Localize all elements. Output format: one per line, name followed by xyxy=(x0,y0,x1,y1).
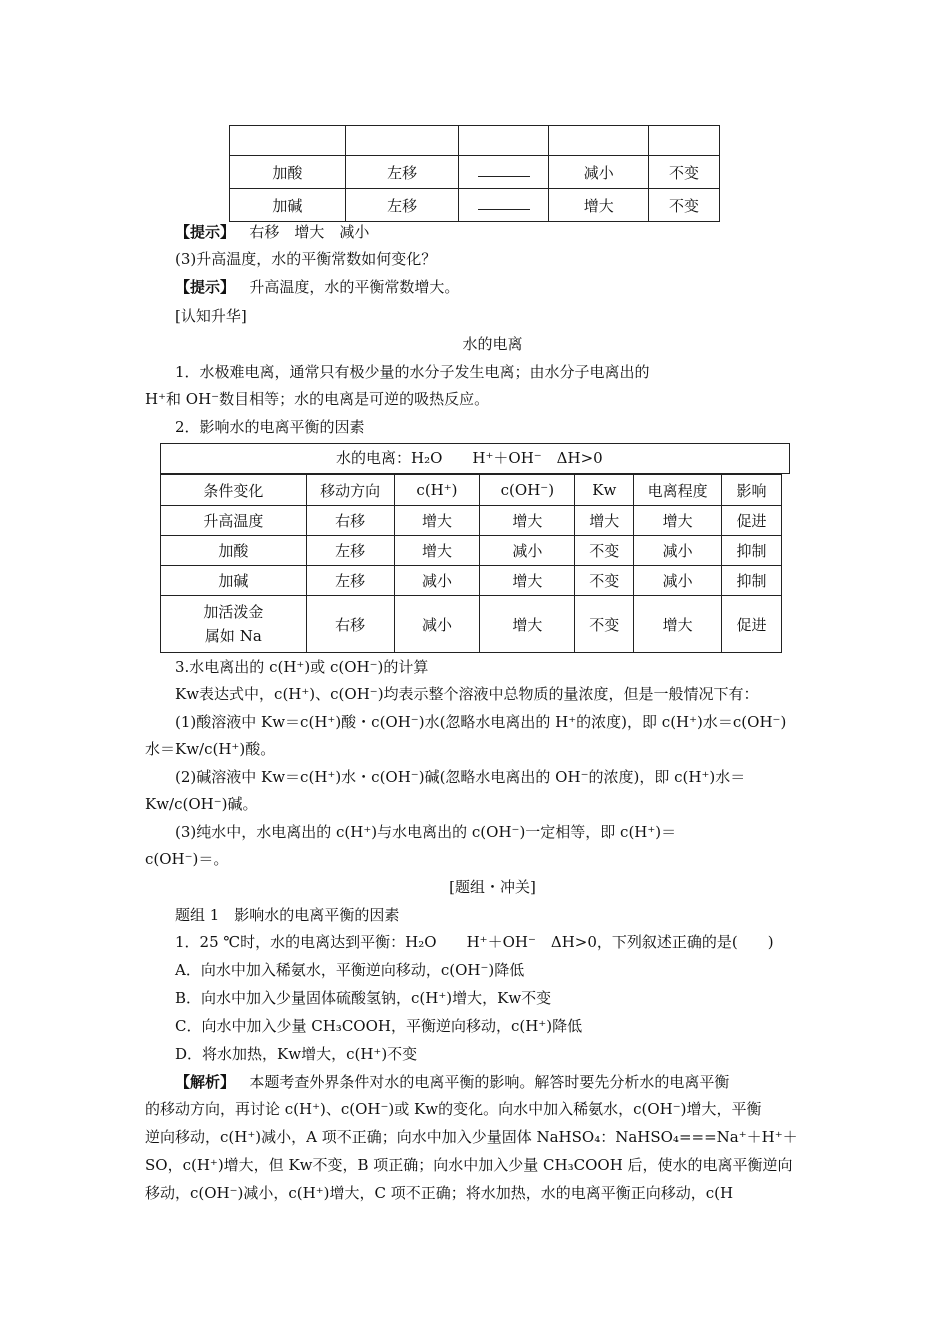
table-cell: 左移 xyxy=(345,156,459,189)
paragraph: (2)碱溶液中 Kw＝c(H⁺)水・c(OH⁻)碱(忽略水电离出的 OH⁻的浓度)，即 c(H⁺)水＝ xyxy=(175,768,746,786)
group-title: [题组・冲关] xyxy=(449,878,536,896)
table-cell: 加酸 xyxy=(230,156,346,189)
table-cell: 不变 xyxy=(649,189,720,222)
table-cell: 抑制 xyxy=(722,566,782,596)
header-cell: 影响 xyxy=(722,475,782,506)
paragraph: c(OH⁻)＝。 xyxy=(145,850,229,868)
table-cell: 抑制 xyxy=(722,536,782,566)
table-cell xyxy=(161,596,307,653)
paragraph: Kw表达式中，c(H⁺)、c(OH⁻)均表示整个溶液中总物质的量浓度，但是一般情况下有： xyxy=(175,685,759,703)
paragraph: 1．水极难电离，通常只有极少量的水分子发生电离；由水分子电离出的 xyxy=(175,363,650,381)
table-cell: 左移 xyxy=(306,536,394,566)
table-row xyxy=(230,189,720,222)
blank-cell xyxy=(459,189,549,222)
table-cell: 增大 xyxy=(394,536,480,566)
table-row xyxy=(230,126,720,156)
table-cell: 增大 xyxy=(634,506,722,536)
analysis-text: 本题考查外界条件对水的电离平衡的影响。解答时要先分析水的电离平衡 xyxy=(249,1073,730,1091)
table-cell: 减小 xyxy=(394,566,480,596)
hint-label: 【提示】 xyxy=(175,223,236,241)
factor-table xyxy=(160,474,782,653)
table-cell: 增大 xyxy=(394,506,480,536)
table-cell: 左移 xyxy=(345,189,459,222)
table-cell: 加酸 xyxy=(161,536,307,566)
table-cell: 减小 xyxy=(394,596,480,653)
table-cell: 减小 xyxy=(634,566,722,596)
table-title: 水的电离：H₂O H⁺＋OH⁻ ΔH>0 xyxy=(336,449,603,467)
table-cell: 促进 xyxy=(722,506,782,536)
answer-blank xyxy=(478,164,530,177)
table-row xyxy=(161,596,782,653)
table-cell: 减小 xyxy=(634,536,722,566)
table-cell xyxy=(230,126,346,156)
table-cell: 增大 xyxy=(480,596,575,653)
table-cell: 升高温度 xyxy=(161,506,307,536)
table-row xyxy=(161,506,782,536)
paragraph: (3)纯水中，水电离出的 c(H⁺)与水电离出的 c(OH⁻)一定相等，即 c(H⁺)＝ xyxy=(175,823,677,841)
option-d: D．将水加热，Kw增大，c(H⁺)不变 xyxy=(175,1045,418,1063)
analysis-line: 的移动方向，再讨论 c(H⁺)、c(OH⁻)或 Kw的变化。向水中加入稀氨水，c(OH⁻)增大，平衡 xyxy=(145,1100,762,1118)
table-cell: 不变 xyxy=(575,536,634,566)
table-cell: 右移 xyxy=(306,506,394,536)
table-cell: 增大 xyxy=(575,506,634,536)
analysis-line: 移动，c(OH⁻)减小，c(H⁺)增大，C 项不正确；将水加热，水的电离平衡正向移动，c(H xyxy=(145,1184,734,1202)
table-cell: 加碱 xyxy=(161,566,307,596)
header-cell: Kw xyxy=(575,475,634,506)
hint-text: 升高温度，水的平衡常数增大。 xyxy=(249,278,460,296)
option-b: B．向水中加入少量固体硫酸氢钠，c(H⁺)增大，Kw不变 xyxy=(175,989,552,1007)
paragraph: 水＝Kw/c(H⁺)酸。 xyxy=(145,740,276,758)
table-cell: 减小 xyxy=(549,156,649,189)
header-cell: 电离程度 xyxy=(634,475,722,506)
analysis-line: 逆向移动，c(H⁺)减小，A 项不正确；向水中加入少量固体 NaHSO₄：NaHSO₄===Na⁺＋H⁺＋ xyxy=(145,1128,798,1146)
question-3: (3)升高温度，水的平衡常数如何变化？ xyxy=(175,250,437,268)
header-cell: 移动方向 xyxy=(306,475,394,506)
table-cell: 增大 xyxy=(549,189,649,222)
option-a: A．向水中加入稀氨水，平衡逆向移动，c(OH⁻)降低 xyxy=(175,961,525,979)
table-cell xyxy=(649,126,720,156)
table-cell xyxy=(459,126,549,156)
paragraph: Kw/c(OH⁻)碱。 xyxy=(145,795,258,813)
table-row xyxy=(161,566,782,596)
question-stem: 1．25 ℃时，水的电离达到平衡：H₂O H⁺＋OH⁻ ΔH>0，下列叙述正确的是( ) xyxy=(175,933,774,951)
option-c: C．向水中加入少量 CH₃COOH，平衡逆向移动，c(H⁺)降低 xyxy=(175,1017,583,1035)
table-cell: 右移 xyxy=(306,596,394,653)
hint-text: 右移 增大 减小 xyxy=(249,223,370,241)
blank-cell xyxy=(459,156,549,189)
table-cell: 加碱 xyxy=(230,189,346,222)
cond-line: 属如 Na xyxy=(204,627,262,645)
table-cell: 不变 xyxy=(575,566,634,596)
section-heading: 水的电离 xyxy=(462,335,523,353)
header-cell: 条件变化 xyxy=(161,475,307,506)
hint-line xyxy=(175,222,369,242)
header-cell: c(H⁺) xyxy=(394,475,480,506)
analysis-line: SO，c(H⁺)增大，但 Kw不变，B 项正确；向水中加入少量 CH₃COOH 后，使水的电离平衡逆向 xyxy=(145,1156,793,1174)
table-row xyxy=(230,156,720,189)
table-cell: 增大 xyxy=(480,506,575,536)
analysis-line xyxy=(175,1072,729,1092)
section-label: [认知升华] xyxy=(175,307,247,325)
paragraph: H⁺和 OH⁻数目相等；水的电离是可逆的吸热反应。 xyxy=(145,390,490,408)
table-cell: 减小 xyxy=(480,536,575,566)
table-cell: 促进 xyxy=(722,596,782,653)
table-cell: 增大 xyxy=(634,596,722,653)
paragraph: (1)酸溶液中 Kw＝c(H⁺)酸・c(OH⁻)水(忽略水电离出的 H⁺的浓度)，即 c(H⁺)水＝c(OH⁻) xyxy=(175,713,787,731)
hint-line xyxy=(175,277,459,297)
table-cell xyxy=(549,126,649,156)
table-header-row xyxy=(161,475,782,506)
table-top xyxy=(229,125,720,222)
group-subtitle: 题组 1 影响水的电离平衡的因素 xyxy=(175,906,400,924)
table-title-box xyxy=(160,443,790,474)
cond-line: 加活泼金 xyxy=(203,603,264,621)
table-cell: 左移 xyxy=(306,566,394,596)
hint-label: 【提示】 xyxy=(175,278,236,296)
analysis-label: 【解析】 xyxy=(175,1073,236,1091)
header-cell: c(OH⁻) xyxy=(480,475,575,506)
paragraph: 2．影响水的电离平衡的因素 xyxy=(175,418,365,436)
table-cell: 增大 xyxy=(480,566,575,596)
answer-blank xyxy=(478,197,530,210)
paragraph: 3.水电离出的 c(H⁺)或 c(OH⁻)的计算 xyxy=(175,658,429,676)
table-cell: 不变 xyxy=(649,156,720,189)
table-cell xyxy=(345,126,459,156)
table-cell: 不变 xyxy=(575,596,634,653)
table-row xyxy=(161,536,782,566)
